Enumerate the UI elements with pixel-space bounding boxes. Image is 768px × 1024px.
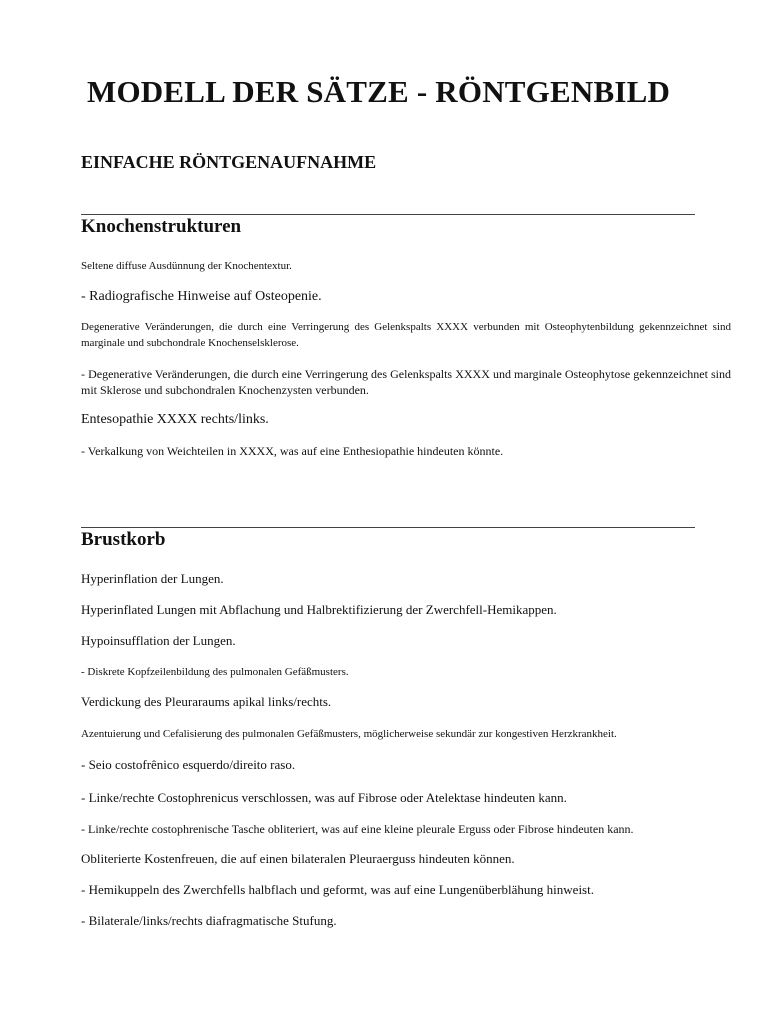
- finding-text: - Linke/rechte costophrenische Tasche obliteriert, was auf eine kleine pleurale Erguss oder Fibrose hindeuten kann.: [81, 822, 634, 836]
- finding-text: Azentuierung und Cefalisierung des pulmonalen Gefäßmusters, möglicherweise sekundär zur kongestiven Herzkrankheit.: [81, 728, 617, 740]
- finding-text: Entesopathie XXXX rechts/links.: [81, 412, 269, 427]
- finding-text: - Diskrete Kopfzeilenbildung des pulmonalen Gefäßmusters.: [81, 666, 349, 678]
- finding-paragraph: Degenerative Veränderungen, die durch eine Verringerung des Gelenkspalts XXXX verbunden mit Osteophytenbildung gekennzeichnet sind marginale und subchondrale Knochenselsklerose.: [81, 321, 731, 349]
- finding-text: Hyperinflation der Lungen.: [81, 571, 224, 586]
- section-divider: [81, 527, 695, 528]
- finding-text: Obliterierte Kostenfreuen, die auf einen bilateralen Pleuraerguss hindeuten können.: [81, 851, 515, 866]
- finding-text: - Bilaterale/links/rechts diafragmatische Stufung.: [81, 913, 337, 928]
- document-title: MODELL DER SÄTZE - RÖNTGENBILD: [87, 74, 671, 109]
- finding-text: - Verkalkung von Weichteilen in XXXX, was auf eine Enthesiopathie hindeuten könnte.: [81, 444, 504, 458]
- finding-paragraph: - Degenerative Veränderungen, die durch eine Verringerung des Gelenkspalts XXXX und marginale Osteophytose gekennzeichnet sind mit Sklerose und subchondralen Knochenzysten verbunden.: [81, 367, 731, 397]
- finding-text: Hypoinsufflation der Lungen.: [81, 633, 236, 648]
- finding-text: - Linke/rechte Costophrenicus verschlossen, was auf Fibrose oder Atelektase hindeuten kann.: [81, 790, 567, 805]
- finding-text: Seltene diffuse Ausdünnung der Knochentextur.: [81, 260, 292, 272]
- finding-text: Verdickung des Pleuraraums apikal links/rechts.: [81, 694, 332, 709]
- finding-text: - Hemikuppeln des Zwerchfells halbflach und geformt, was auf eine Lungenüberblähung hinweist.: [81, 882, 594, 897]
- finding-text: Hyperinflated Lungen mit Abflachung und Halbrektifizierung der Zwerchfell-Hemikappen.: [81, 602, 557, 617]
- section-divider: [81, 214, 695, 215]
- finding-text: - Radiografische Hinweise auf Osteopenie.: [81, 289, 322, 304]
- finding-text: - Seio costofrênico esquerdo/direito raso.: [81, 757, 296, 772]
- section-heading-brustkorb: Brustkorb: [81, 529, 166, 550]
- document-subtitle: EINFACHE RÖNTGENAUFNAHME: [81, 152, 377, 172]
- section-heading-knochenstrukturen: Knochenstrukturen: [81, 216, 242, 237]
